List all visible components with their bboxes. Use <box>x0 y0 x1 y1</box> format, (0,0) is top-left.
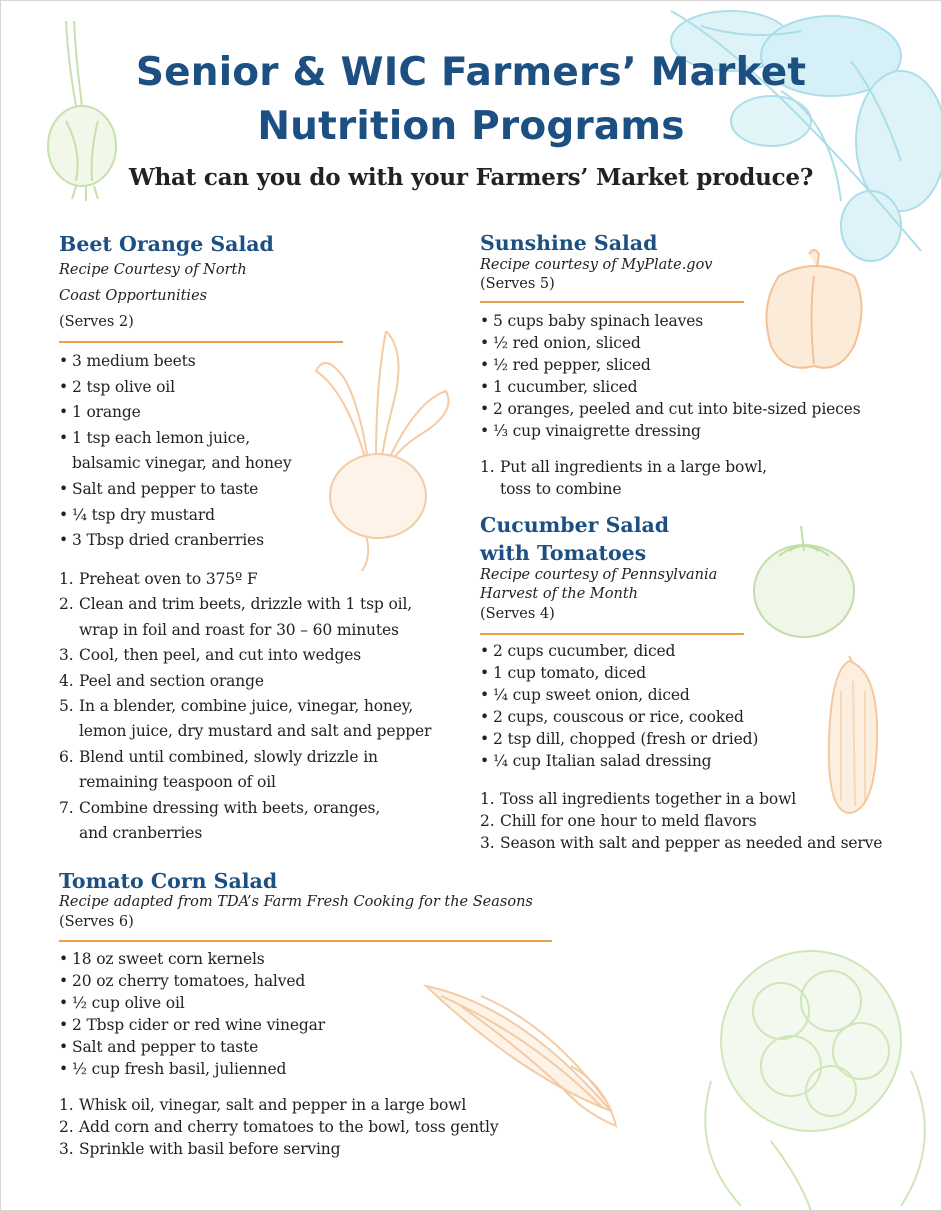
ingredient-item: • 2 cups, couscous or rice, cooked <box>480 706 820 728</box>
ingredient-item: • 3 medium beets <box>59 349 349 375</box>
step-text: wrap in foil and roast for 30 – 60 minutes <box>79 620 399 639</box>
step-text: Season with salt and pepper as needed and serve <box>500 834 883 852</box>
tomato-corn-salad-credit: Recipe adapted from TDA’s Farm Fresh Cooking for the Seasons <box>59 894 533 910</box>
ingredient-item: • 2 tsp dill, chopped (fresh or dried) <box>480 728 820 750</box>
beet-salad-credit-line1: Recipe Courtesy of North <box>59 262 247 278</box>
ingredient-item: • 3 Tbsp dried cranberries <box>59 528 349 554</box>
sunshine-salad-steps <box>480 456 900 500</box>
step-text: lemon juice, dry mustard and salt and pepper <box>79 722 432 741</box>
step-text: Preheat oven to 375º F <box>79 570 258 588</box>
step-text: Put all ingredients in a large bowl, <box>500 458 767 476</box>
step-text: and cranberries <box>79 824 203 843</box>
step-item <box>59 643 459 668</box>
step-item <box>59 1138 559 1160</box>
step-text: Blend until combined, slowly drizzle in <box>79 747 378 766</box>
step-number: 2. <box>480 812 495 830</box>
beet-salad-steps <box>59 567 459 846</box>
ingredient-item: • 1 orange <box>59 400 349 426</box>
cucumber-salad-divider <box>480 633 744 635</box>
step-item <box>59 669 459 694</box>
cucumber-salad-title-line1: Cucumber Salad <box>480 513 670 537</box>
cucumber-salad-ingredients <box>480 640 820 772</box>
step-number: 7. <box>59 798 74 817</box>
ingredient-item: • 1 cucumber, sliced <box>480 376 900 398</box>
ingredient-item: • Salt and pepper to taste <box>59 1036 419 1058</box>
step-text: remaining teaspoon of oil <box>79 773 276 792</box>
tomato-corn-salad-divider <box>59 940 552 942</box>
step-text: Whisk oil, vinegar, salt and pepper in a large bowl <box>79 1096 467 1114</box>
ingredient-item: • 20 oz cherry tomatoes, halved <box>59 970 419 992</box>
ingredient-item: • 2 oranges, peeled and cut into bite-sized pieces <box>480 398 900 420</box>
tomato-corn-salad-ingredients <box>59 948 419 1080</box>
ingredient-item-continued: balsamic vinegar, and honey <box>72 454 292 473</box>
ingredient-item: • 18 oz sweet corn kernels <box>59 948 419 970</box>
step-item <box>59 1094 559 1116</box>
beet-salad-title: Beet Orange Salad <box>59 232 274 256</box>
ingredient-item: • 1 tsp each lemon juice, <box>59 426 349 452</box>
ingredient-item: • 2 tsp olive oil <box>59 375 349 401</box>
ingredient-item: • ¼ cup Italian salad dressing <box>480 750 820 772</box>
step-item <box>480 788 920 810</box>
cucumber-salad-credit-line1: Recipe courtesy of Pennsylvania <box>480 567 718 583</box>
step-number: 1. <box>59 570 74 588</box>
ingredient-item: • ¼ tsp dry mustard <box>59 503 349 529</box>
step-number: 3. <box>59 1140 74 1158</box>
step-item <box>59 694 459 719</box>
step-item <box>59 821 459 846</box>
ingredient-item: • 5 cups baby spinach leaves <box>480 310 900 332</box>
step-item <box>59 592 459 617</box>
ingredient-item: • 2 Tbsp cider or red wine vinegar <box>59 1014 419 1036</box>
beet-salad-credit-line2: Coast Opportunities <box>59 288 208 304</box>
step-item <box>480 810 920 832</box>
step-number: 5. <box>59 697 74 716</box>
step-item <box>59 1116 559 1138</box>
step-text: Add corn and cherry tomatoes to the bowl, toss gently <box>79 1118 499 1136</box>
ingredient-item: • Salt and pepper to taste <box>59 477 349 503</box>
step-number: 3. <box>59 646 74 665</box>
tomato-corn-salad-steps <box>59 1094 559 1160</box>
cucumber-salad-title-line2: with Tomatoes <box>480 541 647 565</box>
sunshine-salad-divider <box>480 301 744 303</box>
page-title-line2: Nutrition Programs <box>257 104 685 149</box>
tomato-icon <box>749 521 859 641</box>
step-item <box>59 745 459 770</box>
step-number: 1. <box>59 1096 74 1114</box>
step-text: Toss all ingredients together in a bowl <box>500 790 797 808</box>
sunshine-salad-ingredients <box>480 310 900 442</box>
cucumber-salad-serves: (Serves 4) <box>480 606 555 622</box>
step-item <box>480 456 900 478</box>
cucumber-salad-credit-line2: Harvest of the Month <box>480 586 639 602</box>
page-subtitle: What can you do with your Farmers’ Market produce? <box>128 164 814 191</box>
ingredient-item: • ½ cup olive oil <box>59 992 419 1014</box>
ingredient-item: • 2 cups cucumber, diced <box>480 640 820 662</box>
ingredient-item: • ½ red pepper, sliced <box>480 354 900 376</box>
ingredient-item: • ¼ cup sweet onion, diced <box>480 684 820 706</box>
sunshine-salad-serves: (Serves 5) <box>480 276 555 292</box>
sunshine-salad-credit: Recipe courtesy of MyPlate.gov <box>480 257 713 273</box>
step-number: 1. <box>480 790 495 808</box>
step-text: Combine dressing with beets, oranges, <box>79 798 381 817</box>
step-item <box>59 796 459 821</box>
step-text: In a blender, combine juice, vinegar, honey, <box>79 697 414 716</box>
step-number: 1. <box>480 458 495 476</box>
step-item <box>59 567 459 592</box>
step-number: 4. <box>59 671 74 690</box>
step-text: Peel and section orange <box>79 671 264 690</box>
step-text: Sprinkle with basil before serving <box>79 1140 341 1158</box>
tomato-corn-salad-serves: (Serves 6) <box>59 914 134 930</box>
step-text: Cool, then peel, and cut into wedges <box>79 646 362 665</box>
ingredient-item: • ⅓ cup vinaigrette dressing <box>480 420 900 442</box>
beet-salad-ingredients <box>59 349 349 554</box>
beet-salad-serves: (Serves 2) <box>59 314 134 330</box>
cauliflower-icon <box>681 921 942 1211</box>
tomato-corn-salad-title: Tomato Corn Salad <box>59 869 278 893</box>
cucumber-salad-steps <box>480 788 920 854</box>
step-number: 6. <box>59 747 74 766</box>
ingredient-item: • 1 cup tomato, diced <box>480 662 820 684</box>
step-text: Clean and trim beets, drizzle with 1 tsp oil, <box>79 595 413 614</box>
step-item <box>59 719 459 744</box>
step-item <box>59 618 459 643</box>
beet-salad-divider <box>59 341 343 343</box>
step-text: Chill for one hour to meld flavors <box>500 812 757 830</box>
step-number: 3. <box>480 834 495 852</box>
page-title-line1: Senior & WIC Farmers’ Market <box>135 50 807 95</box>
step-item <box>480 478 900 500</box>
ingredient-item: • ½ cup fresh basil, julienned <box>59 1058 419 1080</box>
ingredient-item: • ½ red onion, sliced <box>480 332 900 354</box>
step-item <box>480 832 920 854</box>
sunshine-salad-title: Sunshine Salad <box>480 231 658 255</box>
step-number: 2. <box>59 595 74 614</box>
step-item <box>59 770 459 795</box>
step-text: toss to combine <box>500 480 622 498</box>
step-number: 2. <box>59 1118 74 1136</box>
